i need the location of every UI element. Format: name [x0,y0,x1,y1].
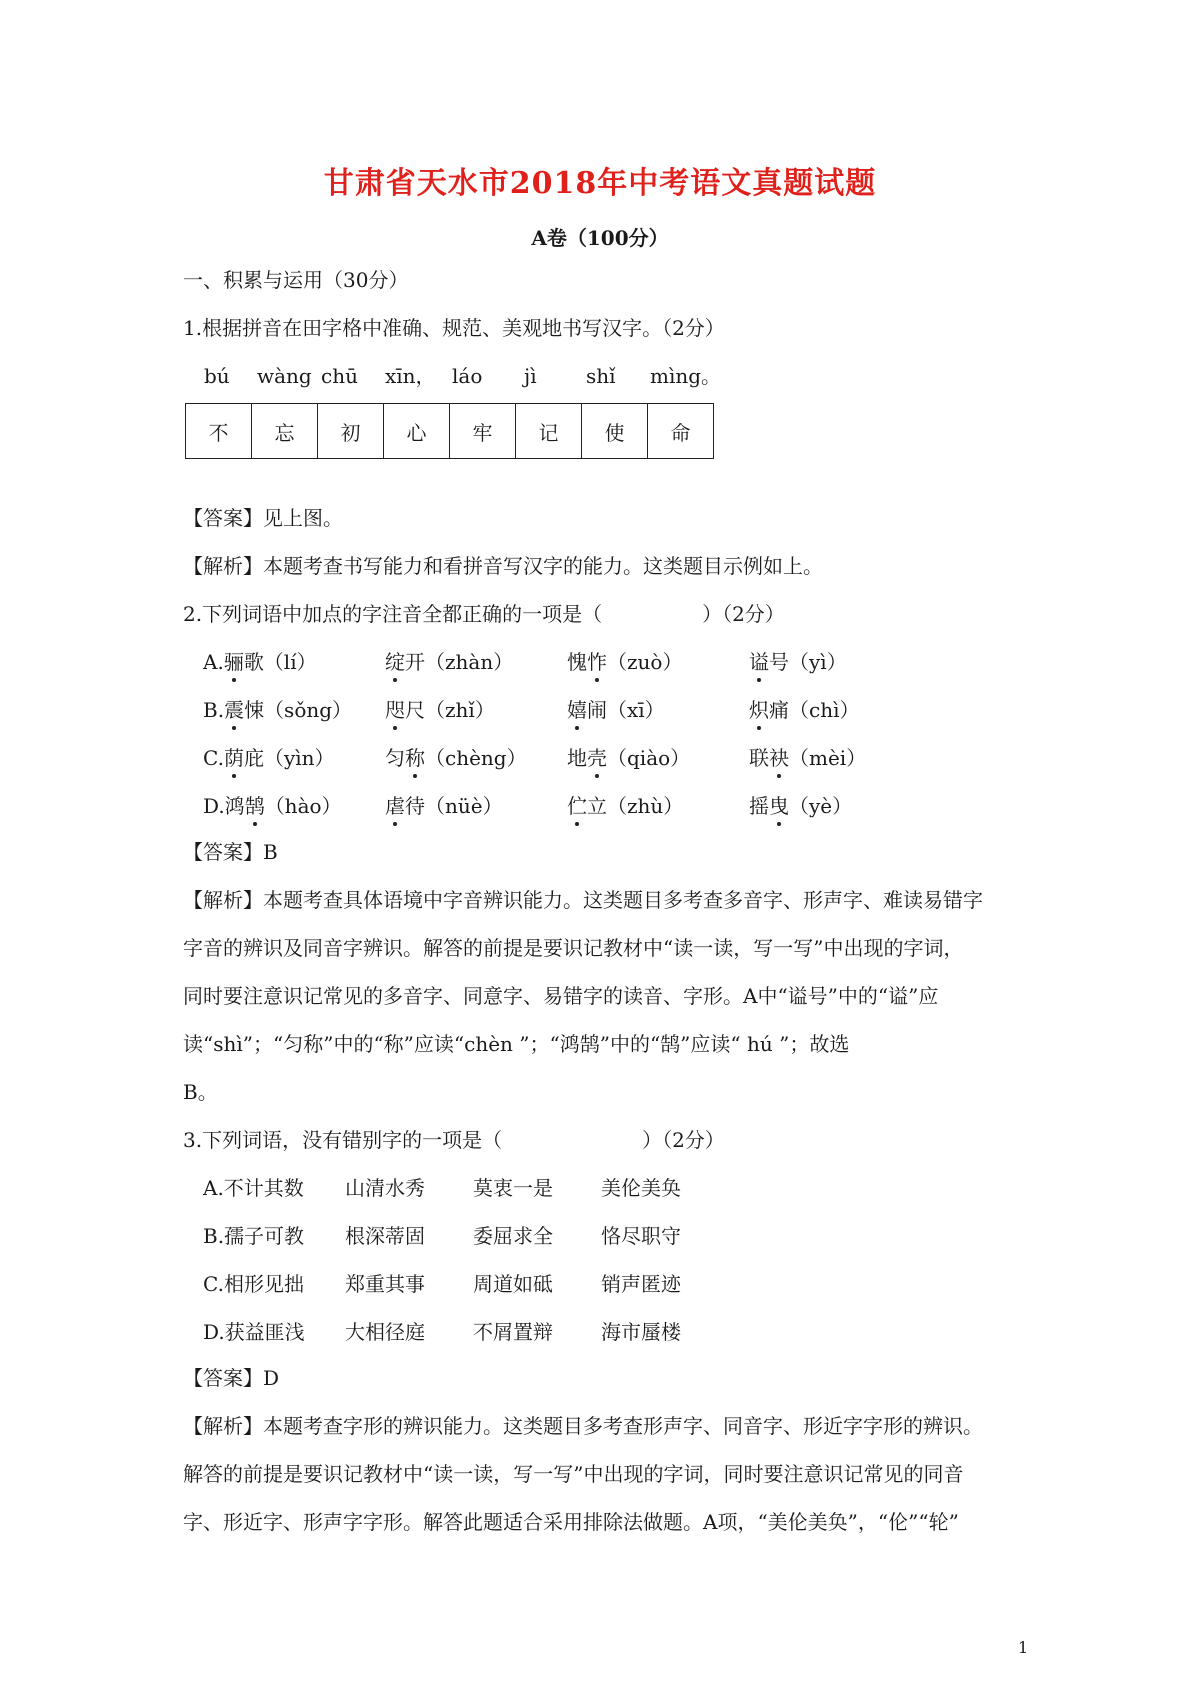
character-grid [185,403,714,459]
section-subtitle: A卷（100分） [531,226,669,250]
grid-cell: 忘 [252,404,318,459]
grid-cell: 命 [648,404,714,459]
option-item: 周道如砥 [473,1272,553,1296]
question-2-stem: 2.下列词语中加点的字注音全都正确的一项是（ ）（2分） [183,602,785,626]
answer-line: 【答案】B [183,840,278,864]
option-item: 莫衷一是 [473,1176,553,1200]
option-item: 咫尺（zhǐ） [385,698,495,722]
option-item: 绽开（zhàn） [385,650,514,674]
dotted-character: 鹄 [244,794,265,818]
analysis-line: 【解析】本题考查字形的辨识能力。这类题目多考查形声字、同音字、形近字字形的辨识。 [183,1414,983,1438]
dotted-character: 绽 [385,650,405,674]
page-number: 1 [1018,1638,1029,1657]
dotted-character: 虐 [385,794,405,818]
pinyin-syllable: láo [452,364,483,388]
section-heading: 一、积累与运用（30分） [183,268,409,292]
option-item: 地壳（qiào） [567,746,691,770]
grid-cell: 心 [384,404,450,459]
option-item: A.骊歌（lí） [203,650,317,674]
dotted-character: 荫 [223,746,244,770]
analysis-line: B。 [183,1080,218,1104]
option-item: 销声匿迹 [601,1272,681,1296]
option-item: B.震悚（sǒng） [203,698,353,722]
dotted-character: 称 [405,746,425,770]
analysis-line: 【解析】本题考查书写能力和看拼音写汉字的能力。这类题目示例如上。 [183,554,823,578]
dotted-character: 咫 [385,698,405,722]
option-item: 伫立（zhù） [567,794,684,818]
option-item: 摇曳（yè） [749,794,853,818]
dotted-character: 曳 [769,794,789,818]
analysis-line: 读“shì”；“匀称”中的“称”应读“chèn ”；“鸿鹄”中的“鹄”应读“ hú ”；故选 [183,1032,850,1056]
option-item: 不屑置辩 [473,1320,553,1344]
dotted-character: 炽 [749,698,769,722]
pinyin-syllable: wàng [257,364,312,388]
answer-line: 【答案】见上图。 [183,506,343,530]
option-item: 海市蜃楼 [601,1320,681,1344]
option-item: 根深蒂固 [345,1224,425,1248]
option-item: C.相形见拙 [203,1272,304,1296]
pinyin-syllable: jì [524,364,537,388]
pinyin-row [0,362,1200,390]
analysis-line: 字、形近字、形声字字形。解答此题适合采用排除法做题。A项，“美伦美奂”，“伦”“轮” [183,1510,959,1534]
dotted-character: 袂 [769,746,789,770]
dotted-character: 伫 [567,794,587,818]
grid-cell: 使 [582,404,648,459]
grid-cell: 初 [318,404,384,459]
grid-cell: 不 [186,404,252,459]
option-item: 炽痛（chì） [749,698,860,722]
answer-line: 【答案】D [183,1366,280,1390]
option-item: C.荫庇（yìn） [203,746,335,770]
option-item: 郑重其事 [345,1272,425,1296]
option-item: 谥号（yì） [749,650,847,674]
analysis-line: 字音的辨识及同音字辨识。解答的前提是要识记教材中“读一读，写一写”中出现的字词， [183,936,964,960]
option-item: D.获益匪浅 [203,1320,305,1344]
option-item: 联袂（mèi） [749,746,867,770]
dotted-character: 骊 [223,650,244,674]
pinyin-syllable: chū [321,364,358,388]
option-item: 山清水秀 [345,1176,425,1200]
option-item: 虐待（nüè） [385,794,503,818]
pinyin-syllable: bú [204,364,230,388]
option-item: 匀称（chèng） [385,746,527,770]
analysis-line: 【解析】本题考查具体语境中字音辨识能力。这类题目多考查多音字、形声字、难读易错字 [183,888,983,912]
option-item: B.孺子可教 [203,1224,305,1248]
analysis-line: 解答的前提是要识记教材中“读一读，写一写”中出现的字词，同时要注意识记常见的同音 [183,1462,964,1486]
dotted-character: 震 [224,698,245,722]
option-item: D.鸿鹄（hào） [203,794,342,818]
dotted-character: 壳 [587,746,607,770]
pinyin-syllable: xīn， [385,364,436,388]
option-item: 委屈求全 [473,1224,553,1248]
grid-cell: 牢 [450,404,516,459]
analysis-line: 同时要注意识记常见的多音字、同意字、易错字的读音、字形。A中“谥号”中的“谥”应 [183,984,939,1008]
question-1-stem: 1.根据拼音在田字格中准确、规范、美观地书写汉字。（2分） [183,316,725,340]
grid-cell: 记 [516,404,582,459]
page-title: 甘肃省天水市2018年中考语文真题试题 [323,166,877,201]
dotted-character: 谥 [749,650,769,674]
option-item: 美伦美奂 [601,1176,681,1200]
option-item: 大相径庭 [345,1320,425,1344]
dotted-character: 怍 [587,650,607,674]
option-item: 愧怍（zuò） [567,650,683,674]
option-item: 恪尽职守 [601,1224,681,1248]
option-item: 嬉闹（xī） [567,698,665,722]
pinyin-syllable: mìng。 [650,364,722,388]
option-item: A.不计其数 [203,1176,304,1200]
dotted-character: 嬉 [567,698,587,722]
question-3-stem: 3.下列词语，没有错别字的一项是（ ）（2分） [183,1128,725,1152]
pinyin-syllable: shǐ [586,364,616,388]
